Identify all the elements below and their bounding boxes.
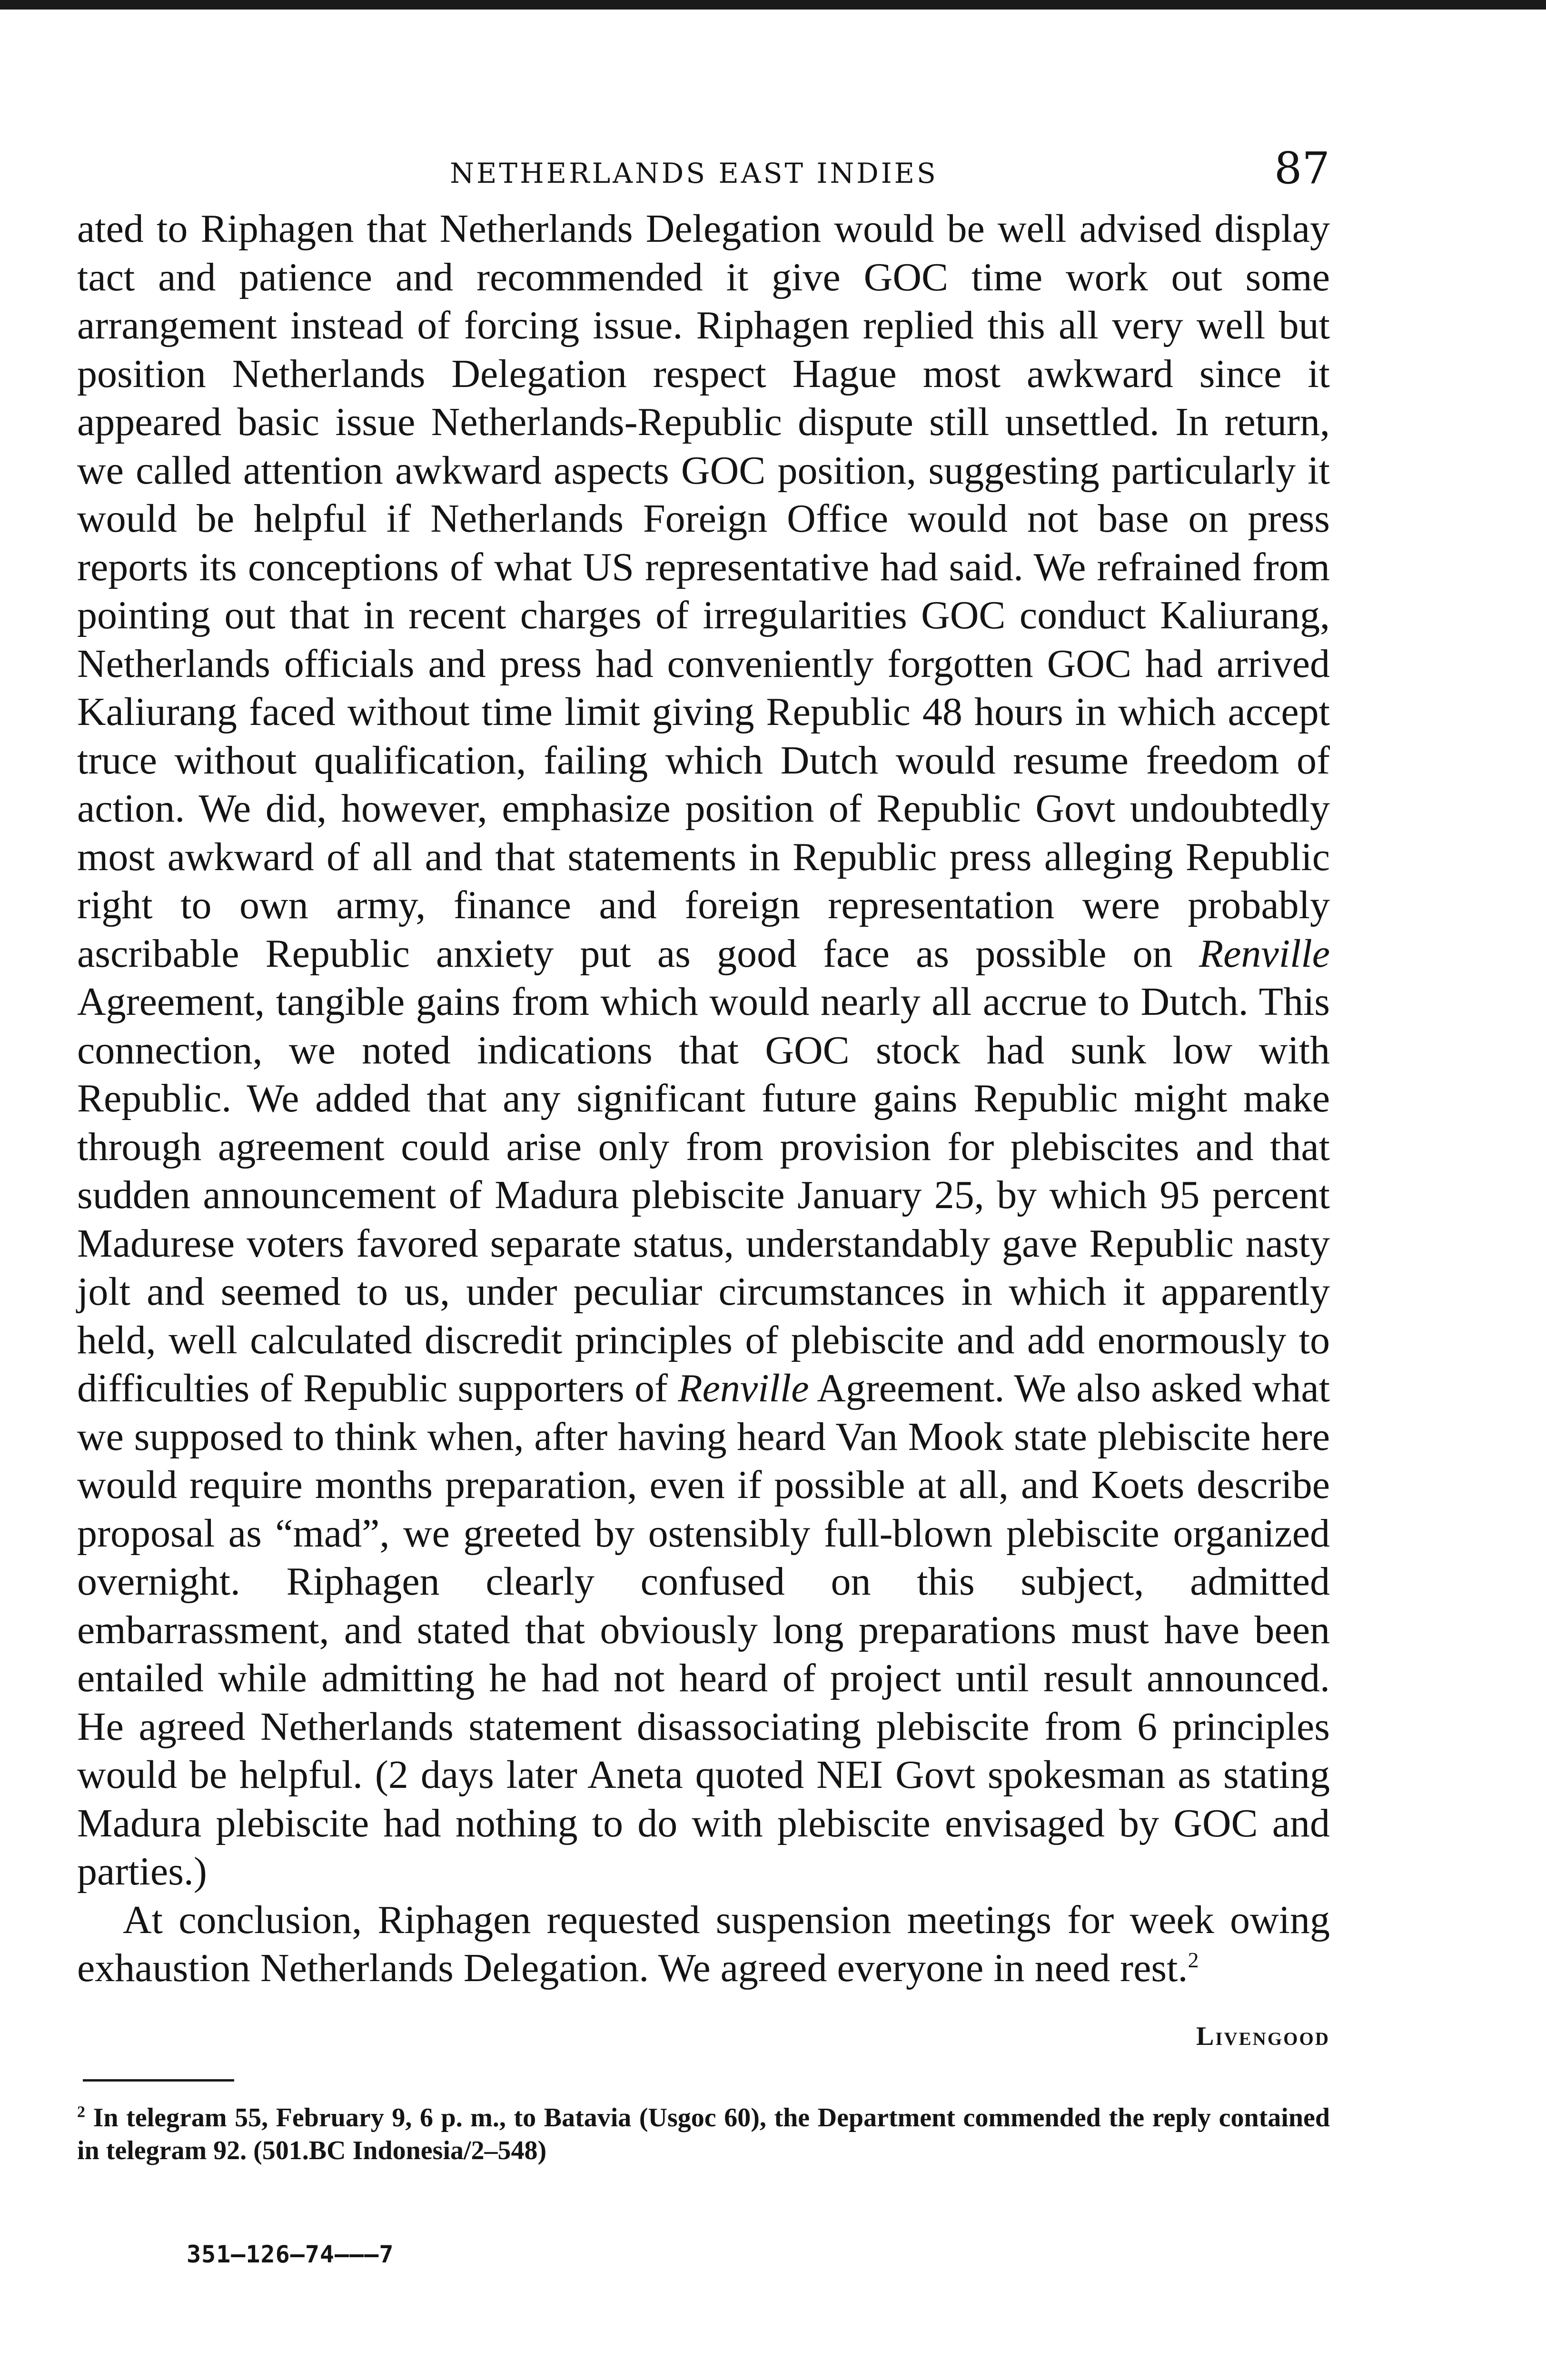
body-paragraph-1: [77, 205, 1330, 1896]
print-code: 351–126—74———7: [187, 2240, 394, 2268]
footnote: [77, 2102, 1330, 2167]
paragraph-1-text-c: Agreement. We also asked what we supposed to think when, after having heard Van Mook state plebiscite here would require months preparation, even if possible at all, and Koets describe proposal as “mad”, we greeted by ostensibly full-blown plebiscite organized overnight. Riphagen clearly confused on this subject, admitted embarrassment, and stated that obviously long preparations must have been entailed while admitting he had not heard of project until result announced. He agreed Netherlands statement disassociating plebiscite from 6 principles would be helpful. (2 days later Aneta quoted NEI Govt spokesman as stating Madura plebiscite had nothing to do with plebiscite envisaged by GOC and parties.): [77, 1366, 1330, 1894]
document-page: [77, 143, 1330, 2268]
footnote-text: In telegram 55, February 9, 6 p. m., to Batavia (Usgoc 60), the Department commended the reply contained in telegram 92. (501.BC Indonesia/2–548): [77, 2102, 1330, 2165]
running-head: [77, 143, 1330, 205]
body-paragraph-2: [77, 1896, 1330, 1993]
footnote-marker: 2: [77, 2102, 85, 2121]
footnote-divider: [83, 2079, 234, 2082]
paragraph-2-text: At conclusion, Riphagen requested suspension meetings for week owing exhaustion Netherlands Delegation. We agreed everyone in need rest.: [77, 1897, 1330, 1990]
paragraph-1-text-b: Agreement, tangible gains from which would nearly all accrue to Dutch. This connection, we noted indications that GOC stock had sunk low with Republic. We added that any significant future gains Republic might make through agreement could arise only from provision for plebiscites and that sudden announcement of Madura plebiscite January 25, by which 95 percent Madurese voters favored separate status, understandably gave Republic nasty jolt and seemed to us, under peculiar circumstances in which it apparently held, well calculated discredit principles of plebiscite and add enormously to difficulties of Republic supporters of: [77, 980, 1330, 1410]
top-border-rule: [0, 0, 1546, 10]
renville-italic-1: Renville: [1199, 931, 1330, 976]
signature: Livengood: [1196, 2021, 1330, 2051]
paragraph-1-text-a: ated to Riphagen that Netherlands Delegation would be well advised display tact and patience and recommended it give GOC time work out some arrangement instead of forcing issue. Riphagen replied this all very well but position Netherlands Delegation respect Hague most awkward since it appeared basic issue Netherlands-Republic dispute still unsettled. In return, we called attention awkward aspects GOC position, suggesting particularly it would be helpful if Netherlands Foreign Office would not base on press reports its conceptions of what US representative had said. We refrained from pointing out that in recent charges of irregularities GOC conduct Kaliurang, Netherlands officials and press had conveniently forgotten GOC had arrived Kaliurang faced without time limit giving Republic 48 hours in which accept truce without qualification, failing which Dutch would resume freedom of action. We did, however, emphasize position of Republic Govt undoubtedly most awkward of all and that statements in Republic press alleging Republic right to own army, finance and foreign representation were probably ascribable Republic anxiety put as good face as possible on: [77, 207, 1330, 976]
page-number: 87: [1274, 143, 1330, 194]
running-title: NETHERLANDS EAST INDIES: [450, 157, 938, 189]
renville-italic-2: Renville: [678, 1366, 809, 1410]
footnote-reference: 2: [1188, 1948, 1199, 1972]
